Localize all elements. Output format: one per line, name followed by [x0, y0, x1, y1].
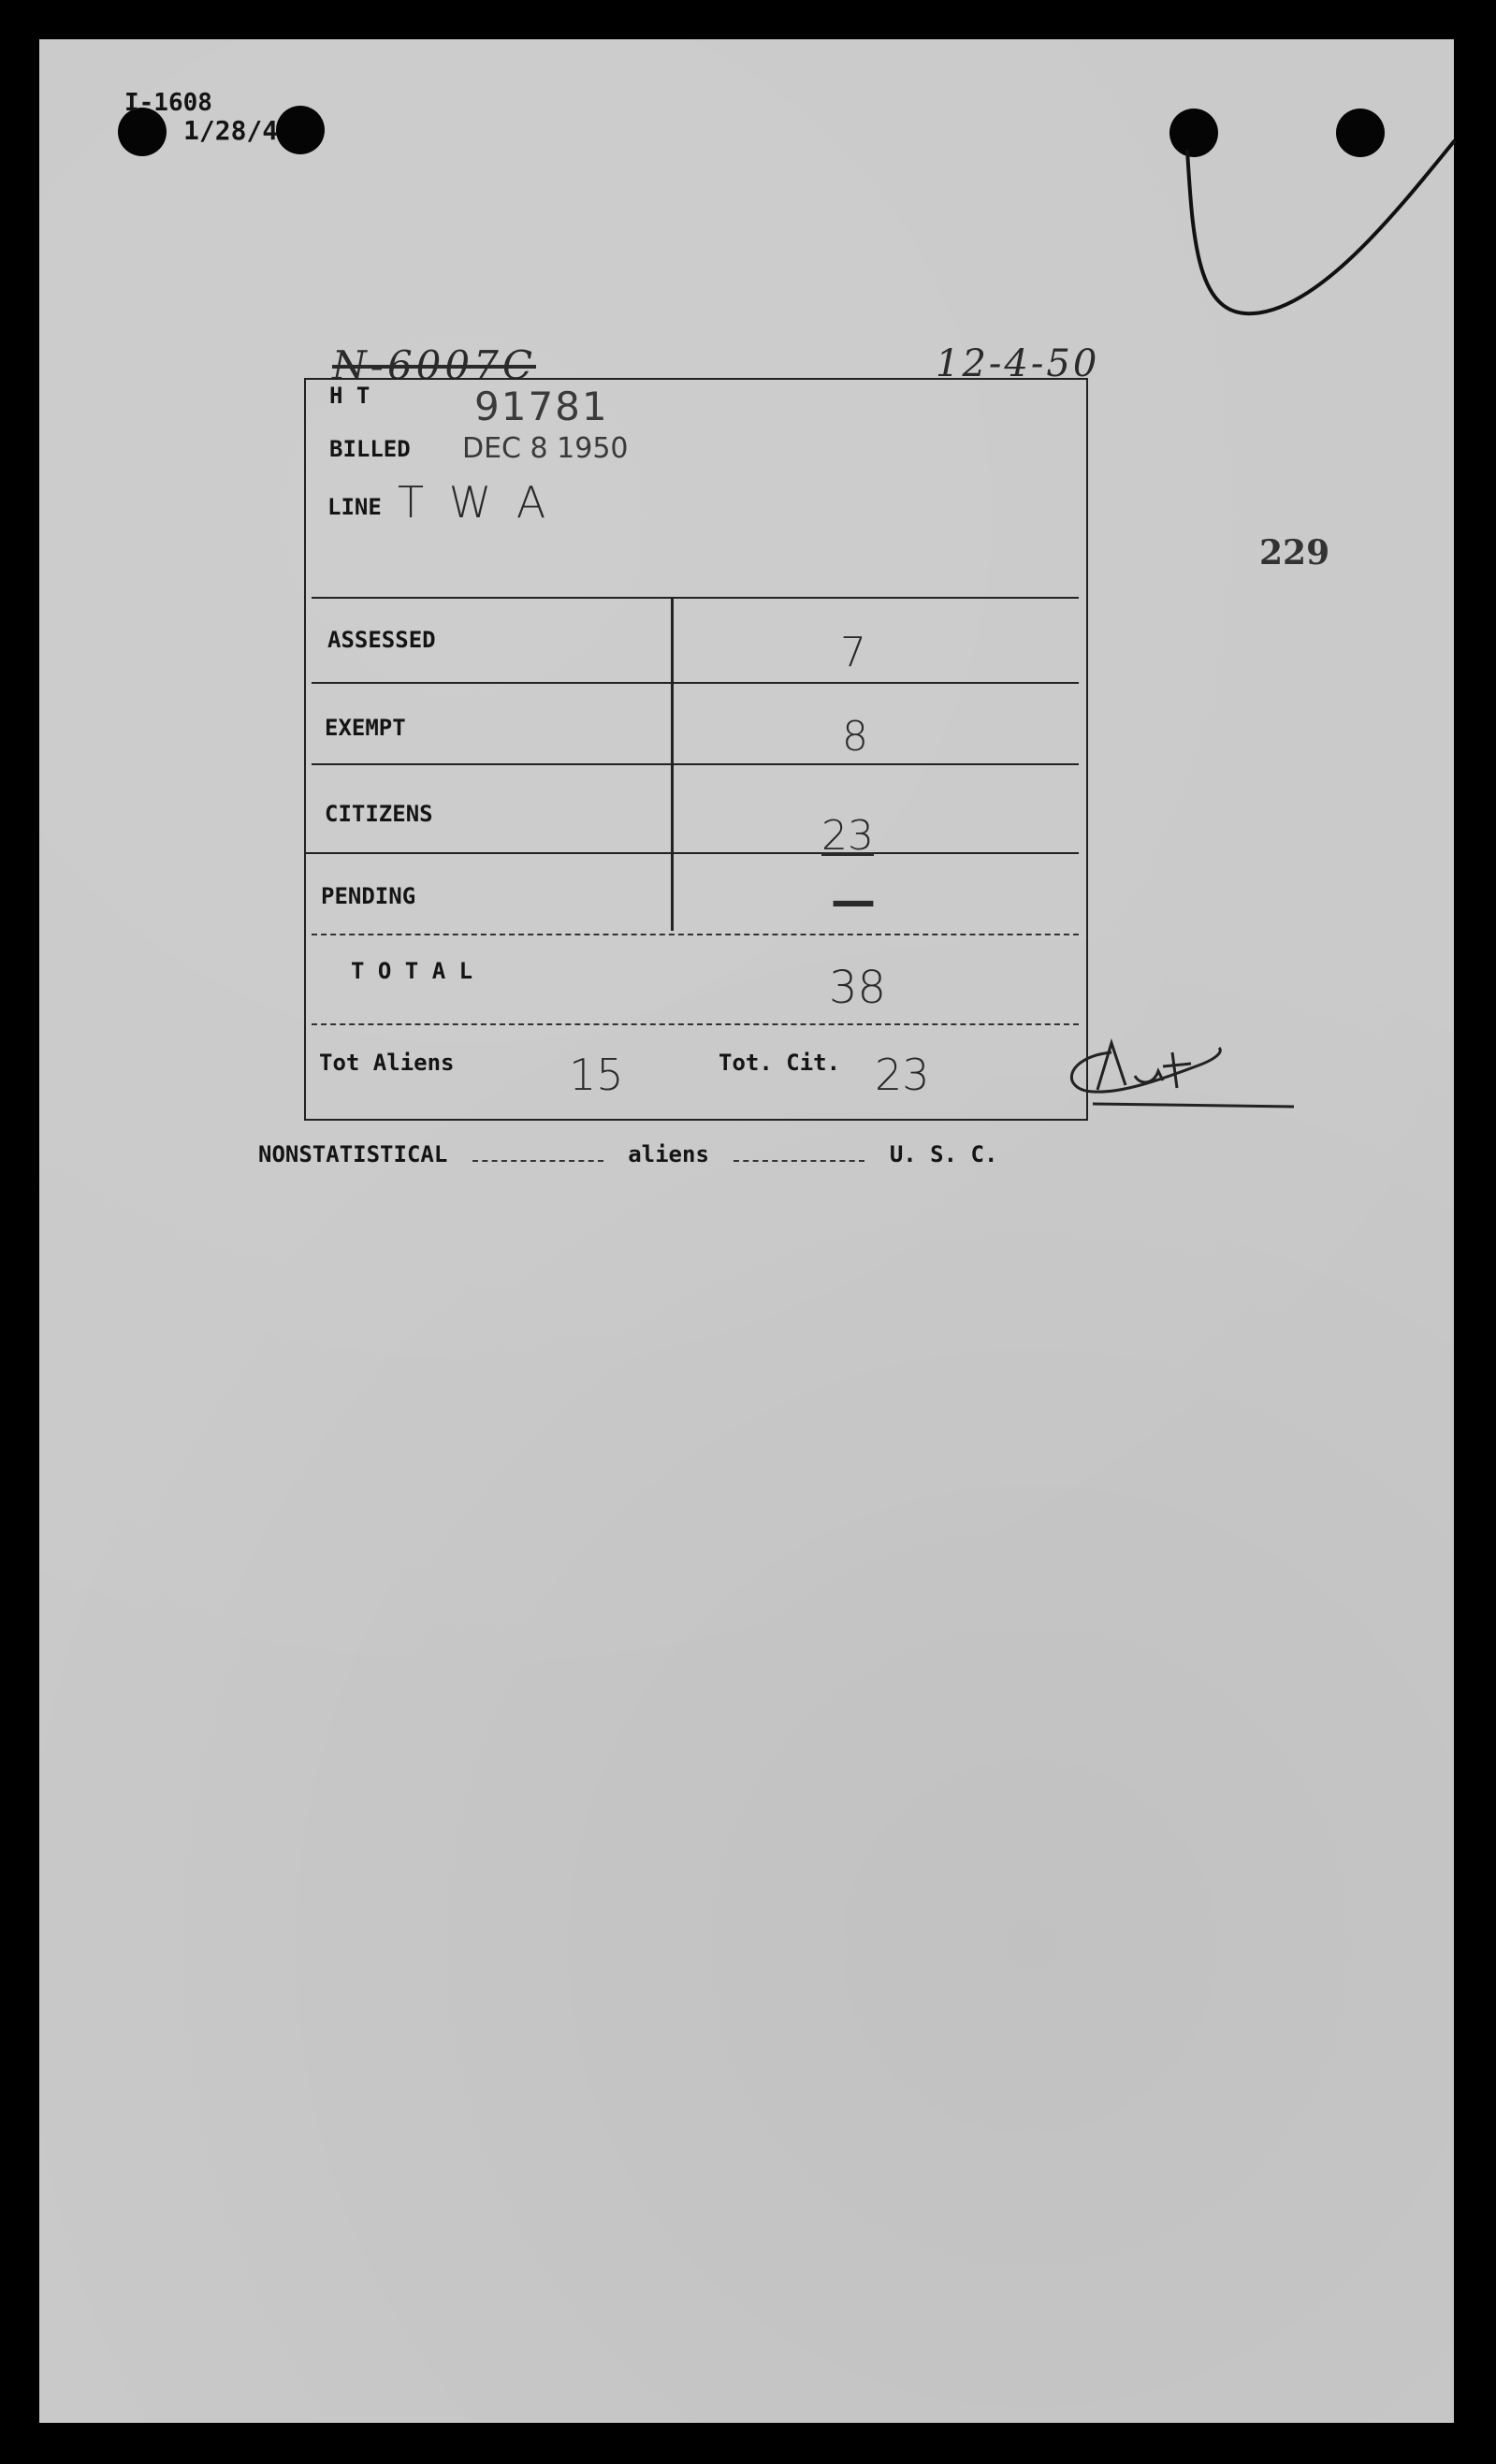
column-divider	[671, 599, 674, 931]
punch-hole-left-2	[276, 106, 325, 154]
exempt-label: EXEMPT	[325, 715, 406, 741]
ht-label: H T	[329, 383, 370, 409]
assessed-label: ASSESSED	[327, 627, 436, 653]
total-label: T O T A L	[351, 958, 473, 984]
binding-string	[1179, 131, 1460, 327]
aliens-label: aliens	[628, 1141, 709, 1167]
aliens-blank	[733, 1160, 864, 1162]
row-divider	[312, 934, 1079, 935]
row-divider	[304, 852, 1079, 854]
billed-label: BILLED	[329, 436, 411, 462]
total-citizens-value: 23	[875, 1050, 930, 1100]
exempt-value: 8	[842, 713, 868, 761]
manifest-number: N-6007C	[332, 342, 536, 388]
row-divider	[312, 1023, 1079, 1025]
row-divider	[312, 763, 1079, 765]
total-aliens-label: Tot Aliens	[319, 1050, 455, 1076]
nonstatistical-label: NONSTATISTICAL	[258, 1141, 448, 1167]
assessed-value: 7	[840, 629, 866, 676]
footer-line	[258, 1141, 997, 1167]
total-citizens-label: Tot. Cit.	[719, 1050, 841, 1076]
handwritten-initials-signature	[1055, 1024, 1299, 1118]
form-date: 1/28/4	[183, 115, 279, 146]
citizens-value: 23	[821, 812, 874, 860]
nonstatistical-blank	[472, 1160, 603, 1162]
pending-value: —	[831, 875, 876, 927]
row-divider	[312, 597, 1079, 599]
total-aliens-value: 15	[569, 1050, 624, 1100]
pending-label: PENDING	[321, 883, 416, 909]
form-number: I-1608	[124, 89, 212, 117]
billed-date: DEC 8 1950	[462, 432, 629, 465]
ht-number: 91781	[474, 384, 609, 429]
usc-label: U. S. C.	[889, 1141, 998, 1167]
total-value: 38	[829, 962, 887, 1014]
line-value: T W A	[398, 477, 552, 528]
line-label: LINE	[327, 494, 382, 520]
handwritten-date: 12-4-50	[936, 342, 1100, 385]
page-number: 229	[1259, 533, 1330, 573]
citizens-label: CITIZENS	[325, 801, 433, 827]
row-divider	[312, 682, 1079, 684]
